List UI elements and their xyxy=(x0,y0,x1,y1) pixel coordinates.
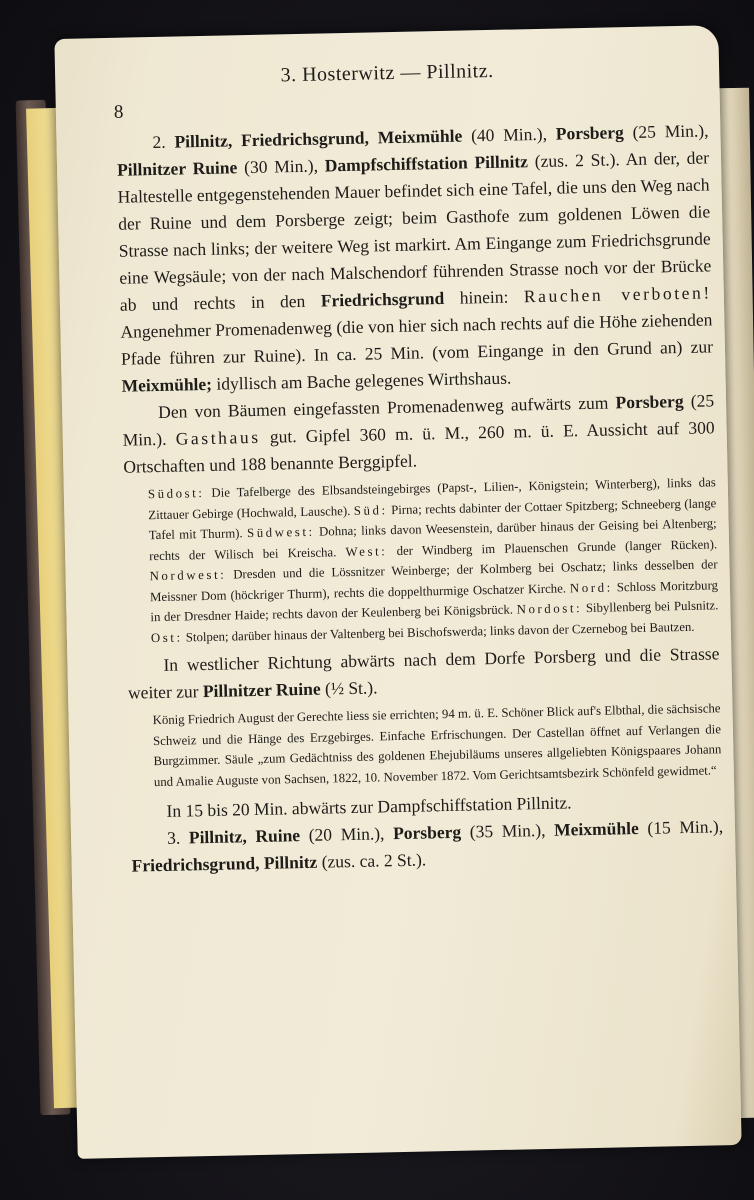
pillnitzer-ruine-heading: Pillnitzer Ruine xyxy=(202,678,321,702)
porsberg-name: Porsberg xyxy=(615,390,684,413)
route-2-ruine: Pillnitzer Ruine xyxy=(116,157,238,180)
direction-nord: Nord: xyxy=(569,580,613,595)
direction-ost: Ost: xyxy=(150,630,183,645)
route-2-porsberg: Porsberg xyxy=(555,122,625,144)
view-ost: Stolpen; darüber hinaus der Valtenberg bei Bischofswerda; links davon der Czernebog bei Bautzen. xyxy=(185,619,695,644)
view-west: der Windberg im Plauenschen Grunde (langer Rücken). xyxy=(396,536,718,558)
direction-suedost: Südost: xyxy=(147,486,205,502)
view-sued: Pirna; rechts dabinter der Cottaer Spitzberg; Schneeberg (lange Tafel mit Thurm). xyxy=(148,495,717,543)
route-3-time-3: (15 Min.), xyxy=(647,816,724,838)
route-2-time-1: (40 Min.), xyxy=(470,123,548,146)
west-route-text: In westlicher Richtung abwärts nach dem Dorfe Porsberg und die Strasse weiter zur xyxy=(127,643,720,703)
view-suedwest: Dohna; links davon Weesenstein, darüber hinaus der Geising bei Altenberg; rechts der Wilisch bei Kreischa. xyxy=(149,516,717,563)
direction-sued: Süd: xyxy=(353,502,388,518)
porsberg-gasthaus: Gasthaus xyxy=(175,426,261,449)
ruin-description: König Friedrich August der Gerechte liess sie errichten; 94 m. ü. E. Schöner Blick auf's Elbthal, die sächsische Schweiz und die Hänge des Erzgebirges. Einfache Erfrischungen. Der Castellan öffnet auf Verlangen die Burgzimmer. Säule „zum Gedächtniss des goldenen Ehejubiläums unseres allgeliebten Königspaares Johann und Amalie Auguste von Sachsen, 1822, 10. November 1872. Vom Gerichtsamtsbezirk Schönfeld gewidmet.“ xyxy=(152,701,722,789)
page-body xyxy=(116,117,724,879)
route-2-time-2: (25 Min.), xyxy=(632,120,709,142)
porsberg-time: (25 Min.). xyxy=(122,390,715,450)
view-nordwest: Dresden und die Lössnitzer Weinberge; der Kolmberg bei Oschatz; links desselben der Meissner Dom (höckriger Thurm), rechts die doppelthurmige Oschatzer Kirche. xyxy=(149,557,718,604)
route-3-total: (zus. ca. 2 St.). xyxy=(321,849,427,872)
route-3-places: Pillnitz, Ruine xyxy=(188,825,301,848)
running-title: 3. Hosterwitz — Pillnitz. xyxy=(280,59,494,87)
route-2-wirthshaus: idyllisch am Bache gelegenes Wirthshaus. xyxy=(216,367,512,394)
porsberg-details: gut. Gipfel 360 m. ü. M., 260 m. ü. E. Aussicht auf 300 Ortschaften und 188 benannte Berggipfel. xyxy=(123,417,715,477)
direction-west: West: xyxy=(345,543,388,559)
route-3-time-1: (20 Min.), xyxy=(308,823,385,845)
route-2-meixmuehle: Meixmühle; xyxy=(121,373,213,396)
route-3-paragraph xyxy=(131,813,724,879)
view-nordost: Sibyllenberg bei Pulsnitz. xyxy=(585,598,719,616)
direction-suedwest: Südwest: xyxy=(246,524,315,541)
route-2-station: Dampfschiffstation Pillnitz xyxy=(324,151,529,176)
direction-nordost: Nordost: xyxy=(516,601,583,617)
route-2-number: 2. xyxy=(152,131,166,153)
view-suedost: Die Tafelberge des Elbsandsteingebirges (Papst-, Lilien-, Königstein; Winterberg), links das Zittauer Gebirge (Hochwald, Lausche). xyxy=(148,475,716,522)
direction-nordwest: Nordwest: xyxy=(149,567,227,584)
route-2-paragraph xyxy=(116,117,714,399)
west-route-paragraph xyxy=(127,640,720,706)
west-route-time: (½ St.). xyxy=(324,677,378,699)
closing-paragraph: In 15 bis 20 Min. abwärts zur Dampfschiffstation Pillnitz. xyxy=(166,792,572,821)
route-3-time-2: (35 Min.), xyxy=(469,819,546,842)
panorama-description xyxy=(124,472,719,648)
route-3-number: 3. xyxy=(166,827,181,848)
route-2-promenade: Angenehmer Promenadenweg (die von hier sich nach rechts auf die Höhe ziehenden Pfade führen zur Ruine). In ca. 25 Min. (vom Eingange in den Grund an) zur xyxy=(120,309,714,369)
route-2-places: Pillnitz, Friedrichsgrund, Meixmühle xyxy=(174,125,463,152)
route-2-friedrichsgrund: Friedrichsgrund xyxy=(320,287,445,311)
route-2-hinein: hinein: xyxy=(459,286,509,308)
page-number: 8 xyxy=(113,101,124,123)
route-3-friedrichsgrund: Friedrichsgrund, Pillnitz xyxy=(131,851,318,876)
view-nord: Schloss Moritzburg in der Dresdner Haide; rechts davon der Keulenberg bei Königsbrück. xyxy=(150,577,719,625)
route-3-meixmuehle: Meixmühle xyxy=(553,818,639,840)
book-page xyxy=(54,25,741,1159)
porsberg-intro: Den von Bäumen eingefassten Promenadenweg aufwärts zum xyxy=(157,392,609,422)
route-2-directions: (zus. 2 St.). An der, der Haltestelle entgegenstehenden Mauer befindet sich eine Tafel, die uns den Weg nach der Ruine und dem Porsberge zeigt; beim Gasthofe zum goldenen Löwen die Strasse nach links; der weitere Weg ist markirt. Am Eingange zum Friedrichsgrunde eine Wegsäule; von der nach Malschendorf führenden Strasse noch vor der Brücke ab und rechts in den xyxy=(117,147,712,315)
route-2-time-3: (30 Min.), xyxy=(243,155,319,178)
porsberg-paragraph xyxy=(122,387,716,480)
no-smoking-notice: Rauchen verboten! xyxy=(523,282,713,307)
route-3-porsberg: Porsberg xyxy=(392,821,462,844)
